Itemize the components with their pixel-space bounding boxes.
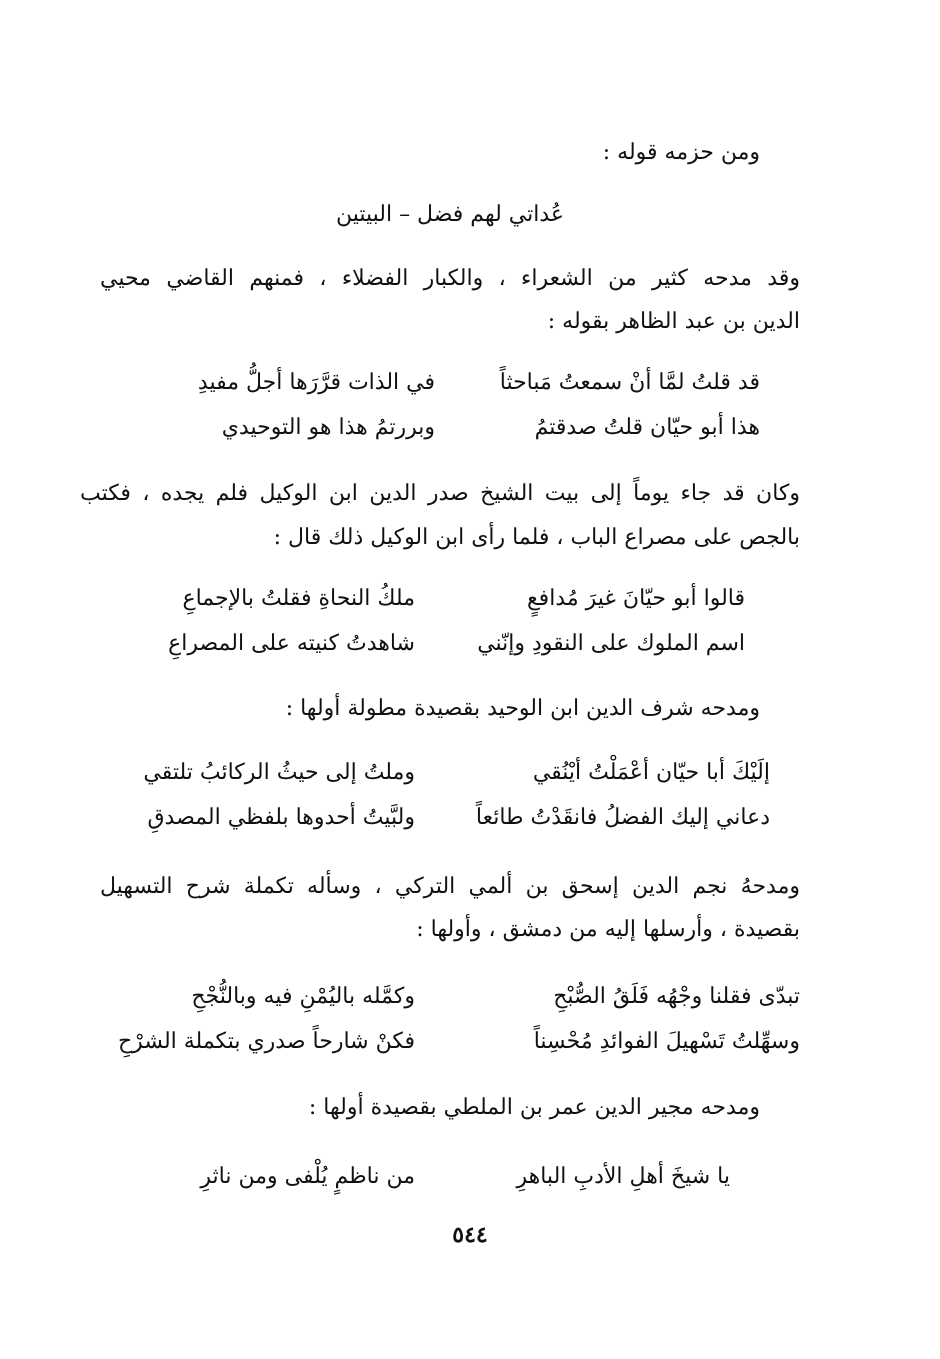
paragraph-4-line-2: بقصيدة ، وأرسلها إليه من دمشق ، وأولها : bbox=[416, 917, 800, 942]
poem5-verse1-right: يا شيخَ أهلِ الأدبِ الباهرِ bbox=[516, 1164, 730, 1189]
poem3-verse2-right: دعاني إليك الفضلُ فانقَدْتُ طائعاً bbox=[475, 805, 770, 830]
poem3-verse2-left: ولبَّيتُ أحدوها بلفظي المصدقِ bbox=[147, 805, 415, 830]
poem5-verse1-left: من ناظمٍ يُلْفى ومن ناثرِ bbox=[200, 1164, 415, 1189]
poem3-verse1-left: وملتُ إلى حيثُ الركائبُ تلتقي bbox=[143, 760, 415, 785]
poem4-verse2-right: وسهِّلتُ تَسْهيلَ الفوائدِ مُحْسِناً bbox=[533, 1029, 800, 1054]
paragraph-3: ومدحه شرف الدين ابن الوحيد بقصيدة مطولة أولها : bbox=[285, 696, 760, 721]
poem1-verse2-left: وبررتمُ هذا هو التوحيدي bbox=[221, 415, 435, 440]
poem1-verse2-right: هذا أبو حيّان قلتُ صدقتمُ bbox=[534, 415, 760, 440]
centered-verse: عُداتي لهم فضل – البيتين bbox=[335, 202, 565, 227]
intro-line: ومن حزمه قوله : bbox=[602, 140, 760, 165]
poem2-verse1-right: قالوا أبو حيّانَ غيرَ مُدافعٍ bbox=[526, 586, 745, 611]
paragraph-1-line-1: وقد مدحه كثير من الشعراء ، والكبار الفضلاء ، فمنهم القاضي محيي bbox=[100, 266, 800, 291]
paragraph-2-line-2: بالجص على مصراع الباب ، فلما رأى ابن الوكيل ذلك قال : bbox=[273, 525, 800, 550]
page-number: ٥٤٤ bbox=[452, 1222, 488, 1248]
poem4-verse2-left: فكنْ شارحاً صدري بتكملة الشرْحِ bbox=[117, 1029, 415, 1054]
poem4-verse1-left: وكمَّله باليُمْنِ فيه وبالنُّجْحِ bbox=[191, 984, 415, 1009]
poem3-verse1-right: إلَيْكَ أبا حيّان أعْمَلْتُ أيْنُقي bbox=[532, 760, 770, 785]
paragraph-2-line-1: وكان قد جاء يوماً إلى بيت الشيخ صدر الدين ابن الوكيل فلم يجده ، فكتب bbox=[80, 481, 800, 506]
paragraph-4-line-1: ومدحهُ نجم الدين إسحق بن ألمي التركي ، وسأله تكملة شرح التسهيل bbox=[100, 874, 800, 899]
poem2-verse1-left: ملكُ النحاةِ فقلتُ بالإجماعِ bbox=[182, 586, 415, 611]
poem1-verse1-right: قد قلتُ لمَّا أنْ سمعتُ مَباحثاً bbox=[499, 370, 760, 395]
poem2-verse2-left: شاهدتُ كنيته على المصراعِ bbox=[168, 631, 415, 656]
paragraph-1-line-2: الدين بن عبد الظاهر بقوله : bbox=[547, 309, 800, 334]
poem2-verse2-right: اسم الملوك على النقودِ وإنّني bbox=[477, 631, 745, 656]
poem4-verse1-right: تبدّى فقلنا وجْهُه فَلَقُ الصُّبْحِ bbox=[553, 984, 800, 1009]
poem1-verse1-left: في الذات قرَّرَها أجلُّ مفيدِ bbox=[197, 370, 435, 395]
paragraph-5: ومدحه مجير الدين عمر بن الملطي بقصيدة أولها : bbox=[308, 1095, 760, 1120]
